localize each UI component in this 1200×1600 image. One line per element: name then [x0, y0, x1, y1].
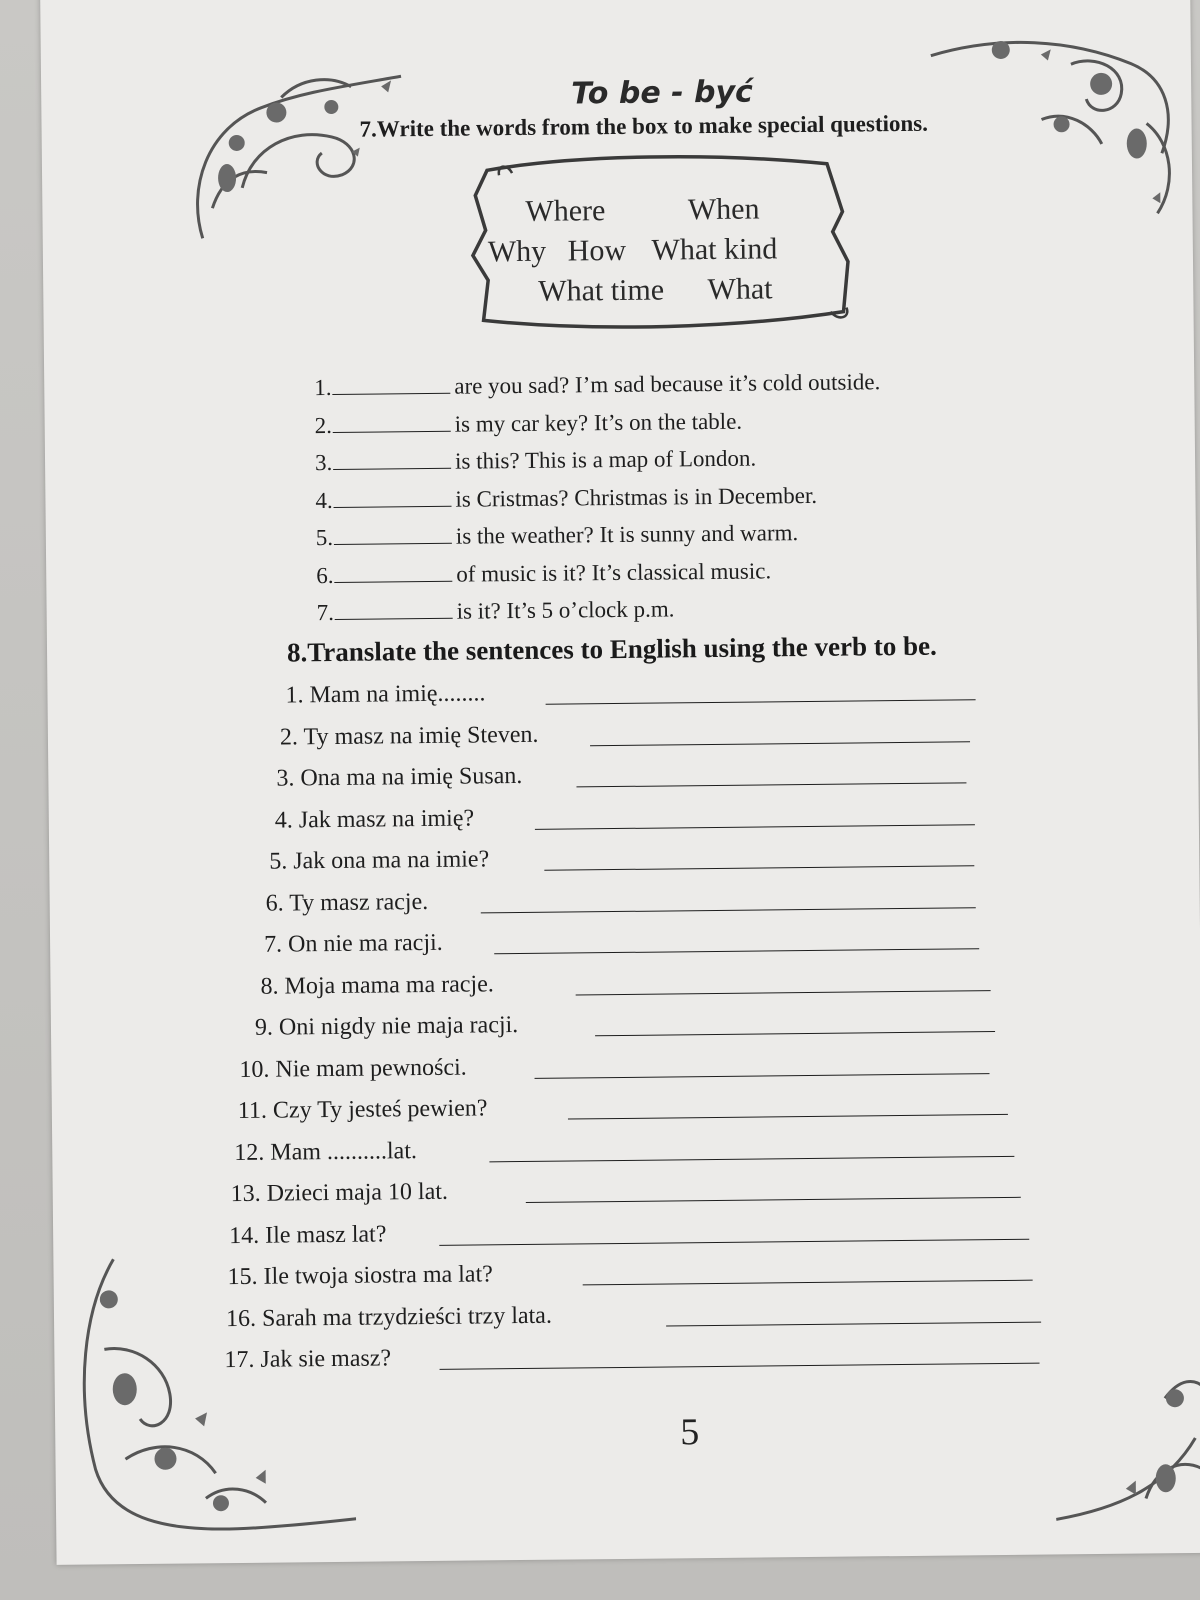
sentence-text: 6. Ty masz racje. — [265, 888, 429, 917]
answer-blank[interactable] — [333, 487, 451, 507]
answer-line[interactable] — [576, 782, 966, 787]
worksheet-page — [40, 0, 1200, 1565]
answer-line[interactable] — [595, 1031, 995, 1036]
item-number: 4. — [315, 487, 333, 513]
list-item — [224, 1339, 1024, 1389]
page-number: 5 — [680, 1411, 700, 1454]
item-text: of music is it? It’s classical music. — [456, 557, 772, 587]
answer-line[interactable] — [494, 948, 979, 954]
item-number: 1. — [314, 374, 332, 401]
sentence-text: 7. On nie ma racji. — [263, 929, 443, 958]
word-why: Why — [487, 234, 547, 269]
answer-line[interactable] — [526, 1197, 1021, 1203]
item-text: is my car key? It’s on the table. — [454, 408, 743, 437]
sentence-text: 10. Nie mam pewności. — [239, 1054, 467, 1083]
answer-line[interactable] — [535, 824, 975, 830]
answer-blank[interactable] — [334, 525, 452, 545]
answer-line[interactable] — [544, 865, 974, 871]
sentence-text: 13. Dzieci maja 10 lat. — [230, 1178, 449, 1208]
word-when: When — [687, 192, 760, 227]
sentence-text: 14. Ile masz lat? — [229, 1220, 387, 1249]
item-number: 6. — [316, 562, 334, 588]
sentence-text: 4. Jak masz na imię? — [274, 805, 475, 834]
word-what-time: What time — [538, 273, 665, 308]
sentence-text: 12. Mam ..........lat. — [234, 1137, 418, 1166]
answer-line[interactable] — [583, 1280, 1033, 1286]
answer-line[interactable] — [568, 1114, 1008, 1120]
sentence-text: 16. Sarah ma trzydzieści trzy lata. — [225, 1302, 553, 1332]
word-box — [457, 151, 859, 335]
item-number: 5. — [315, 524, 334, 551]
word-where: Where — [525, 194, 606, 228]
answer-line[interactable] — [666, 1321, 1041, 1326]
answer-line[interactable] — [440, 1363, 1040, 1370]
exercise-7-instruction: 7.Write the words from the box to make special questions. — [359, 110, 929, 142]
answer-blank[interactable] — [333, 450, 451, 470]
sentence-text: 5. Jak ona ma na imie? — [269, 846, 490, 875]
answer-blank[interactable] — [333, 412, 451, 432]
sentence-text: 2. Ty masz na imię Steven. — [279, 721, 539, 751]
sentence-text: 17. Jak sie masz? — [224, 1345, 392, 1374]
corner-ornament-top-left — [181, 66, 443, 259]
sentence-text: 15. Ile twoja siostra ma lat? — [227, 1261, 493, 1291]
answer-line[interactable] — [489, 1155, 1014, 1161]
sentence-text: 9. Oni nigdy nie maja racji. — [254, 1012, 519, 1041]
word-how: How — [567, 233, 627, 268]
item-text: is the weather? It is sunny and warm. — [455, 520, 799, 549]
sentence-text: 11. Czy Ty jesteś pewien? — [237, 1095, 488, 1124]
item-number: 7. — [316, 599, 335, 626]
word-what: What — [707, 272, 773, 307]
corner-ornament-bottom-right — [1055, 1358, 1200, 1530]
item-text: is this? This is a map of London. — [454, 445, 757, 474]
word-what-kind: What kind — [651, 232, 778, 267]
exercise-7-list — [314, 368, 1017, 638]
worksheet-title: To be - być — [571, 74, 754, 112]
answer-blank[interactable] — [334, 562, 452, 582]
answer-blank[interactable] — [335, 600, 453, 620]
exercise-8-list — [217, 675, 1024, 1389]
answer-line[interactable] — [481, 907, 976, 913]
sentence-text: 1. Mam na imię........ — [285, 680, 486, 709]
item-number: 2. — [314, 412, 333, 438]
answer-blank[interactable] — [332, 375, 450, 395]
answer-line[interactable] — [576, 990, 991, 995]
answer-line[interactable] — [439, 1238, 1029, 1245]
item-text: are you sad? I’m sad because it’s cold outside. — [454, 369, 881, 399]
item-text: is it? It’s 5 o’clock p.m. — [456, 596, 675, 624]
answer-line[interactable] — [546, 699, 976, 705]
sentence-text: 8. Moja mama ma racje. — [260, 970, 494, 1000]
answer-line[interactable] — [535, 1073, 990, 1079]
exercise-8-instruction: 8.Translate the sentences to English using the verb to be. — [286, 630, 937, 668]
item-text: is Cristmas? Christmas is in December. — [455, 482, 818, 512]
corner-ornament-top-right — [921, 23, 1193, 236]
item-number: 3. — [314, 449, 333, 476]
answer-line[interactable] — [590, 741, 970, 746]
sentence-text: 3. Ona ma na imię Susan. — [276, 762, 523, 792]
